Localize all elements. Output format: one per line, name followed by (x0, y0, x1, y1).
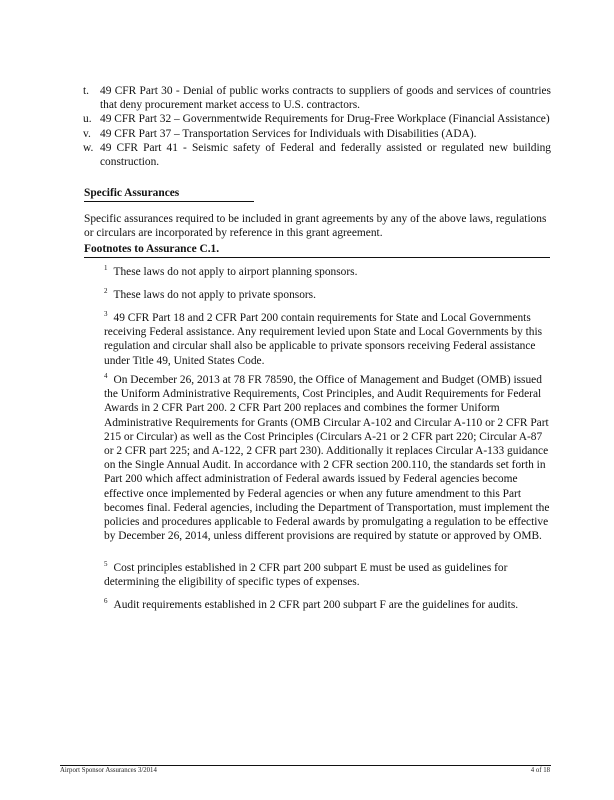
footnote-text: Audit requirements established in 2 CFR part 200 subpart F are the guidelines for audits. (113, 599, 519, 611)
list-marker: u. (83, 113, 92, 126)
list-item-text: 49 CFR Part 30 - Denial of public works contracts to suppliers of goods and services of countries that deny procurement market access to U.S. contractors. (100, 85, 551, 112)
list-item (83, 112, 551, 126)
footnote-number: 5 (104, 560, 108, 569)
list-item (83, 127, 551, 141)
list-marker: v. (83, 127, 91, 140)
footnote-number: 6 (104, 597, 108, 606)
footnote-number: 1 (104, 264, 108, 273)
footnote-text: Cost principles established in 2 CFR part 200 subpart E must be used as guidelines for determining the eligibility of specific types of expenses. (104, 562, 508, 589)
footnote-text: These laws do not apply to airport planning sponsors. (113, 266, 358, 278)
footnote-number: 4 (104, 372, 108, 381)
footnote-number: 2 (104, 287, 108, 296)
cfr-list (83, 84, 551, 169)
list-item-text: 49 CFR Part 32 – Governmentwide Requirements for Drug-Free Workplace (Financial Assistance) (100, 113, 550, 126)
footnote-3 (104, 311, 544, 368)
footnote-5 (104, 561, 544, 589)
footnote-4 (104, 373, 554, 543)
footnote-text: 49 CFR Part 18 and 2 CFR Part 200 contain requirements for State and Local Governments receiving Federal assistance. Any requirement levied upon State and Local Governments by this regulation and circular shall also be applicable to private sponsors receiving Federal assistance under Title 49, United States Code. (104, 312, 543, 367)
footnote-number: 3 (104, 310, 108, 319)
footnotes-heading: Footnotes to Assurance C.1. (84, 242, 550, 258)
list-item (83, 84, 551, 112)
list-item-text: 49 CFR Part 41 - Seismic safety of Federal and federally assisted or regulated new building construction. (100, 141, 551, 169)
list-item-text: 49 CFR Part 37 – Transportation Services for Individuals with Disabilities (ADA). (100, 127, 477, 140)
footnote-text: These laws do not apply to private sponsors. (113, 289, 316, 301)
footnote-2 (104, 288, 554, 302)
footnote-1 (104, 265, 554, 279)
specific-assurances-body: Specific assurances required to be included in grant agreements by any of the above laws, regulations or circulars are incorporated by reference in this grant agreement. (84, 213, 547, 240)
footnote-6 (104, 598, 554, 612)
footnote-text: On December 26, 2013 at 78 FR 78590, the Office of Management and Budget (OMB) issued the Uniform Administrative Requirements, Cost Principles, and Audit Requirements for Federal Awards in 2 CFR Part 200. 2 CFR Part 200 replaces and combines the former Uniform Administrative Requirements for Grants (OMB Circular A-102 and Circular A-110 or 2 CFR Part 215 or Circular) as well as the Cost Principles (Circulars A-21 or 2 CFR part 220; Circular A-87 or 2 CFR part 225; and A-122, 2 CFR part 230). Additionally it replaces Circular A-133 guidance on the Single Annual Audit. In accordance with 2 CFR section 200.110, the standards set forth in Part 200 which affect administration of Federal awards issued by Federal agencies become effective once implemented by Federal agencies or when any future amendment to this Part becomes final. Federal agencies, including the Department of Transportation, must implement the policies and procedures applicable to Federal awards by promulgating a regulation to be effective by December 26, 2014, unless different provisions are required by statute or approved by OMB. (104, 374, 550, 543)
list-item (83, 141, 551, 169)
footer-page-number: 4 of 18 (530, 767, 550, 774)
footer-divider (60, 765, 551, 766)
specific-assurances-heading: Specific Assurances (84, 186, 254, 202)
list-marker: w. (83, 141, 94, 154)
list-marker: t. (83, 85, 90, 97)
footer-document-title: Airport Sponsor Assurances 3/2014 (60, 767, 157, 774)
